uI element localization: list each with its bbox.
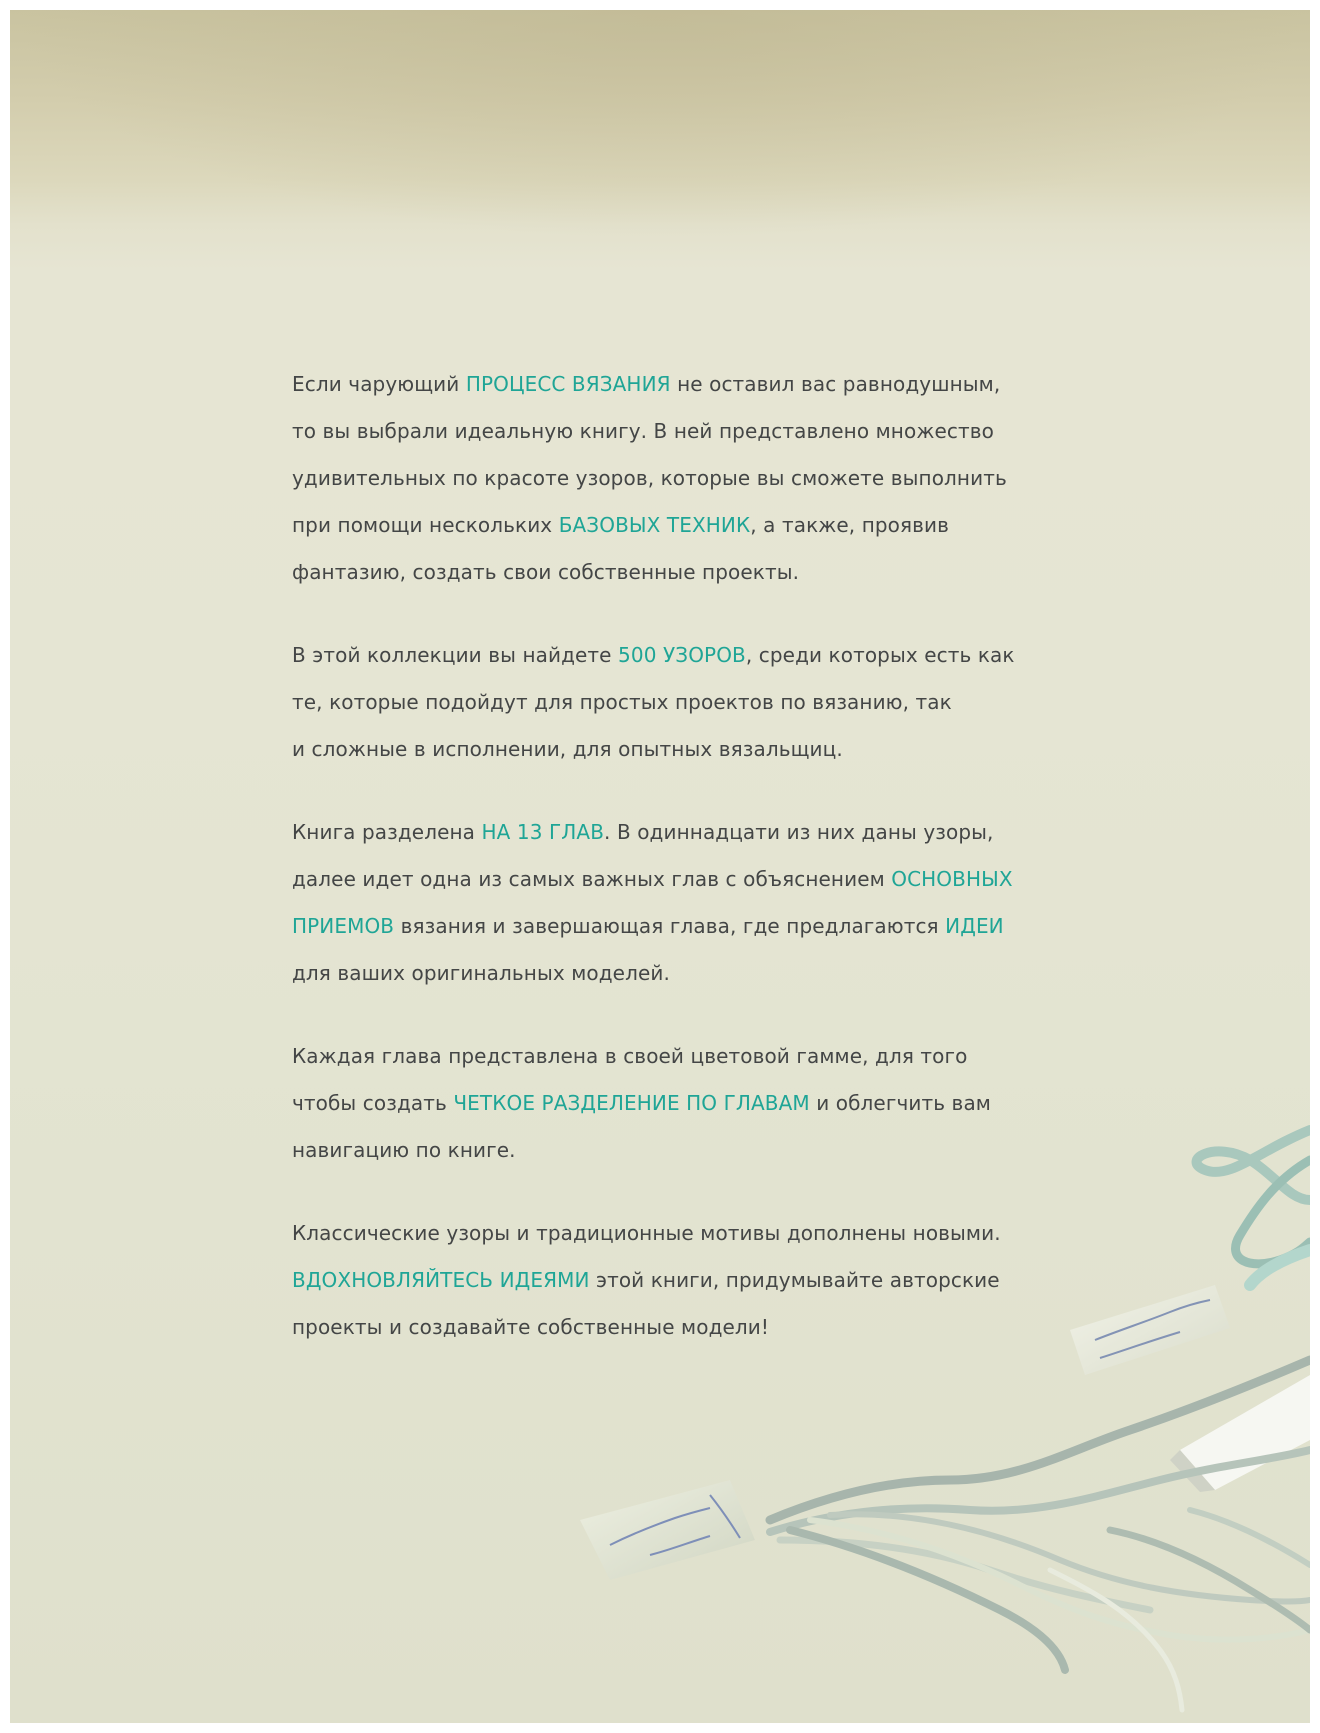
text-line — [292, 1210, 1052, 1257]
text-line — [292, 950, 1052, 997]
highlighted-phrase: ВДОХНОВЛЯЙТЕСЬ ИДЕЯМИ — [292, 1268, 590, 1292]
text-run: далее идет одна из самых важных глав с объяснением — [292, 867, 892, 891]
highlighted-phrase: ПРИЕМОВ — [292, 914, 395, 938]
text-run: вязания и завершающая глава, где предлагаются — [394, 914, 946, 938]
text-line — [292, 408, 1052, 455]
paragraph — [292, 1033, 1052, 1174]
text-run: удивительных по красоте узоров, которые вы сможете выполнить — [292, 466, 1007, 490]
paragraph — [292, 361, 1052, 596]
text-line — [292, 679, 1052, 726]
text-line — [292, 856, 1052, 903]
background-top-shadow — [10, 10, 1310, 240]
text-run: В этой коллекции вы найдете — [292, 643, 619, 667]
text-line — [292, 549, 1052, 596]
text-run: не оставил вас равнодушным, — [670, 372, 1001, 396]
white-tag-right — [1170, 1375, 1310, 1492]
text-line — [292, 1127, 1052, 1174]
text-line — [292, 1257, 1052, 1304]
text-run: Книга разделена — [292, 820, 482, 844]
book-page — [10, 10, 1310, 1723]
handwritten-tag-upper — [1070, 1285, 1230, 1375]
text-line — [292, 726, 1052, 773]
text-run: , а также, проявив — [750, 513, 950, 537]
highlighted-phrase: НА 13 ГЛАВ — [481, 820, 605, 844]
text-line — [292, 1304, 1052, 1351]
text-run: то вы выбрали идеальную книгу. В ней представлено множество — [292, 419, 994, 443]
text-line — [292, 361, 1052, 408]
text-run: . В одиннадцати из них даны узоры, — [604, 820, 994, 844]
handwritten-tag-lower — [580, 1480, 755, 1580]
text-run: для ваших оригинальных моделей. — [292, 961, 670, 985]
paragraph — [292, 632, 1052, 773]
text-run: навигацию по книге. — [292, 1138, 516, 1162]
text-run: Классические узоры и традиционные мотивы дополнены новыми. — [292, 1221, 1001, 1245]
text-run: Если чарующий — [292, 372, 466, 396]
highlighted-phrase: ПРОЦЕСС ВЯЗАНИЯ — [465, 372, 671, 396]
text-line — [292, 1033, 1052, 1080]
highlighted-phrase: 500 УЗОРОВ — [618, 643, 746, 667]
paragraph — [292, 809, 1052, 997]
highlighted-phrase: ЧЕТКОЕ РАЗДЕЛЕНИЕ ПО ГЛАВАМ — [453, 1091, 810, 1115]
text-line — [292, 455, 1052, 502]
text-run: Каждая глава представлена в своей цветовой гамме, для того — [292, 1044, 968, 1068]
text-run: при помощи нескольких — [292, 513, 559, 537]
text-run: фантазию, создать свои собственные проекты. — [292, 560, 800, 584]
highlighted-phrase: ОСНОВНЫХ — [891, 867, 1013, 891]
text-line — [292, 809, 1052, 856]
text-run: чтобы создать — [292, 1091, 454, 1115]
text-line — [292, 632, 1052, 679]
text-line — [292, 502, 1052, 549]
paragraph — [292, 1210, 1052, 1351]
text-run: , среди которых есть как — [745, 643, 1015, 667]
text-run: те, которые подойдут для простых проектов по вязанию, так — [292, 690, 952, 714]
text-run: и облегчить вам — [809, 1091, 991, 1115]
highlighted-phrase: БАЗОВЫХ ТЕХНИК — [558, 513, 751, 537]
text-run: и сложные в исполнении, для опытных вязальщиц. — [292, 737, 843, 761]
highlighted-phrase: ИДЕИ — [945, 914, 1004, 938]
intro-text — [292, 361, 1052, 1387]
text-run: проекты и создавайте собственные модели! — [292, 1315, 770, 1339]
text-line — [292, 903, 1052, 950]
teal-yarn-upper — [1197, 1130, 1310, 1285]
text-run: этой книги, придумывайте авторские — [589, 1268, 1000, 1292]
text-line — [292, 1080, 1052, 1127]
yarn-strands-lower — [770, 1360, 1310, 1710]
